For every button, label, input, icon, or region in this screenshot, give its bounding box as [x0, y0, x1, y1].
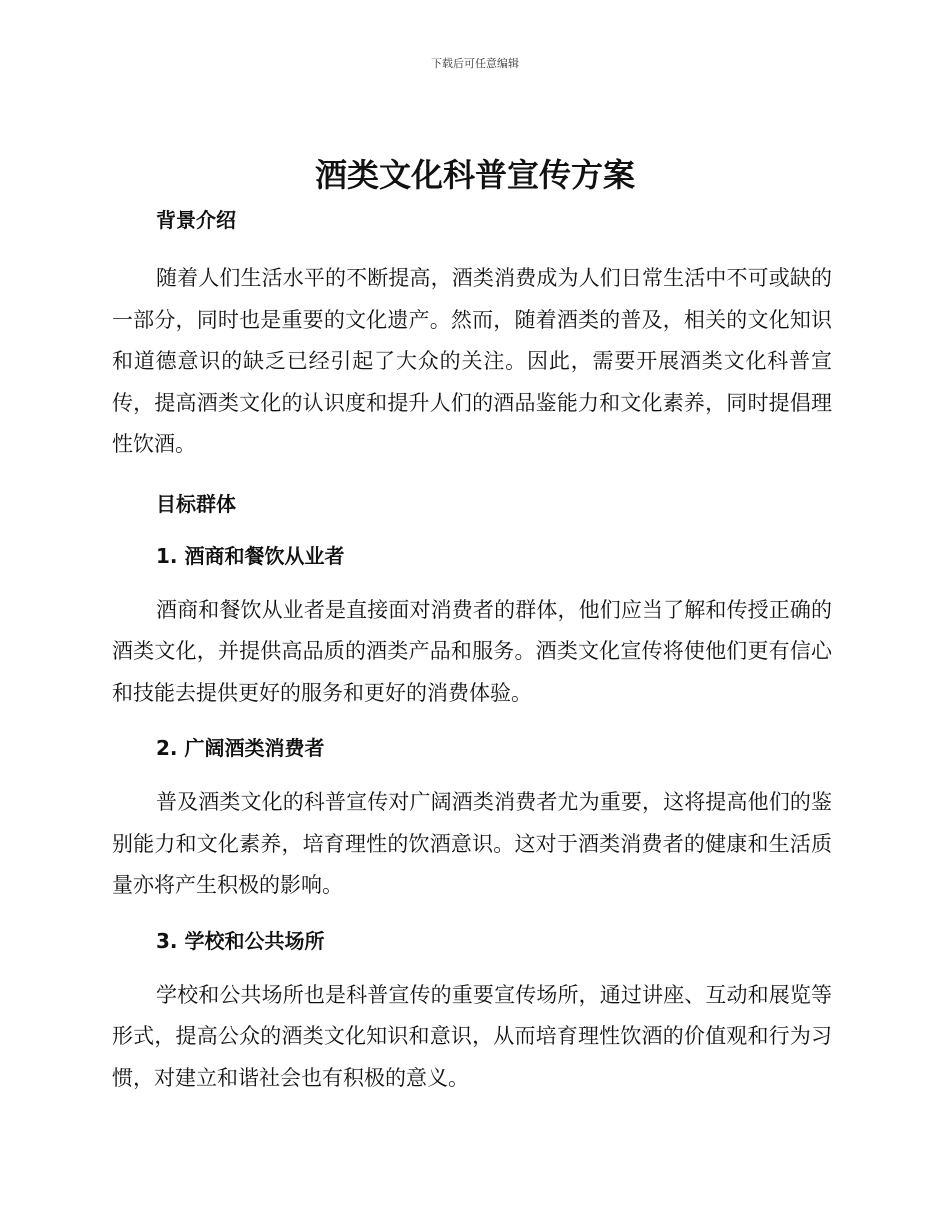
- target-group-paragraph: 学校和公共场所也是科普宣传的重要宣传场所，通过讲座、互动和展览等形式，提高公众的酒类文化知识和意识，从而培育理性饮酒的价值观和行为习惯，对建立和谐社会也有积极的意义。: [112, 982, 832, 1090]
- header-note: 下载后可任意编辑: [431, 57, 519, 70]
- target-group-title: 1. 酒商和餐饮从业者: [156, 543, 345, 568]
- target-group-paragraph: 酒商和餐饮从业者是直接面对消费者的群体，他们应当了解和传授正确的酒类文化，并提供高品质的酒类产品和服务。酒类文化宣传将使他们更有信心和技能去提供更好的服务和更好的消费体验。: [112, 597, 832, 705]
- document-body: [112, 202, 832, 1099]
- page-title: 酒类文化科普宣传方案: [314, 156, 635, 194]
- target-group-title: 3. 学校和公共场所: [156, 928, 325, 953]
- section-heading-background: 背景介绍: [156, 208, 236, 232]
- background-paragraph: 随着人们生活水平的不断提高，酒类消费成为人们日常生活中不可或缺的一部分，同时也是重要的文化遗产。然而，随着酒类的普及，相关的文化知识和道德意识的缺乏已经引起了大众的关注。因此，需要开展酒类文化科普宣传，提高酒类文化的认识度和提升人们的酒品鉴能力和文化素养，同时提倡理性饮酒。: [112, 266, 832, 456]
- target-group-paragraph: 普及酒类文化的科普宣传对广阔酒类消费者尤为重要，这将提高他们的鉴别能力和文化素养，培育理性的饮酒意识。这对于酒类消费者的健康和生活质量亦将产生积极的影响。: [112, 790, 832, 897]
- target-group-title: 2. 广阔酒类消费者: [156, 736, 325, 760]
- section-heading-target: 目标群体: [156, 491, 236, 516]
